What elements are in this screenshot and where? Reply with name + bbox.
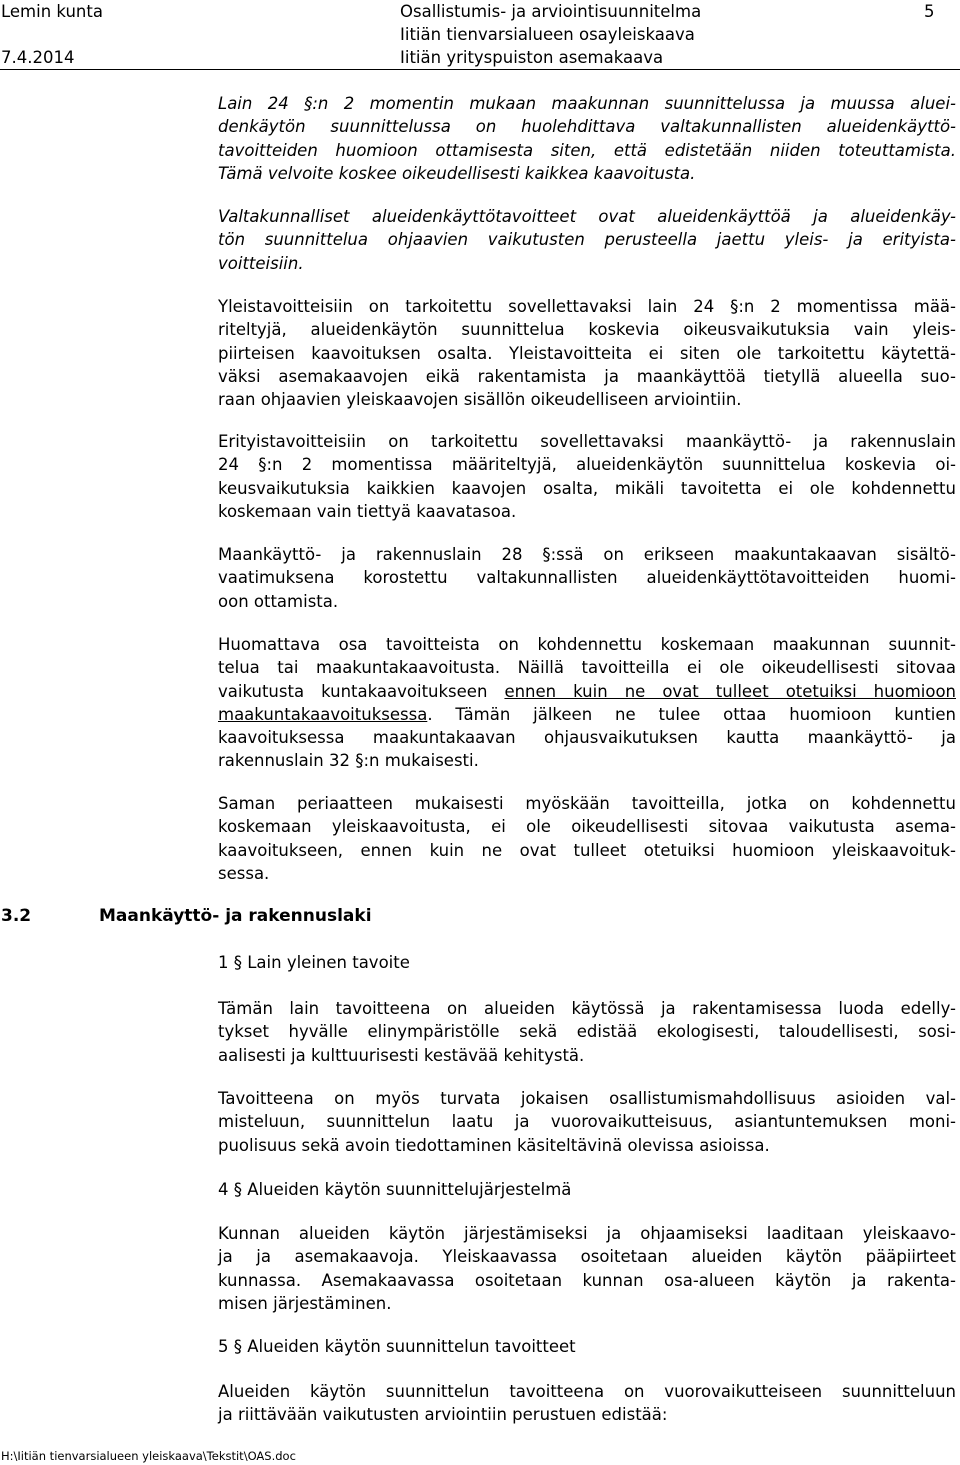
text-line: 4 § Alueiden käytön suunnittelujärjestelmä [218,1180,572,1199]
text-line: Maankäyttö- ja rakennuslain 28 §:ssä on erikseen maakuntakaavan sisältö- [218,545,956,564]
header-divider [0,69,960,70]
text-line: Alueiden käytön suunnittelun tavoitteena on vuorovaikutteiseen suunnitteluun [218,1382,956,1401]
text-line: Tavoitteena on myös turvata jokaisen osallistumismahdollisuus asioiden val- [218,1089,956,1108]
header-title-line2: Iitiän tienvarsialueen osayleiskaava [400,25,695,44]
text-line: koskemaan vain tiettyä kaavatasoa. [218,501,517,521]
law-section-1-paragraph-2 [218,1087,956,1157]
text-line: Kunnan alueiden käytön järjestämiseksi ja ohjaamiseksi laaditaan yleiskaavo- [218,1224,956,1243]
header-title-line1: Osallistumis- ja arviointisuunnitelma [400,2,702,21]
page-number: 5 [924,2,935,21]
text-line: Yleistavoitteisiin on tarkoitettu sovellettavaksi lain 24 §:n 2 momentissa mää- [218,297,956,316]
text-line: piirteisen kaavoituksen osalta. Yleistavoitteita ei siten ole tarkoitettu käytettä- [218,343,956,363]
text-line: 1 § Lain yleinen tavoite [218,953,410,972]
text-line: Saman periaatteen mukaisesti myöskään tavoitteilla, jotka on kohdennettu [218,794,956,813]
paragraph-general-goals [218,295,956,411]
text-line: denkäytön suunnittelussa on huolehdittava valtakunnallisten alueidenkäyttö- [218,117,956,137]
section-heading [1,904,372,928]
text-line: rakennuslain 32 §:n mukaisesti. [218,751,479,771]
text-line: kaavoitukseen, ennen kuin ne ovat tulleet otetuiksi huomioon yleiskaavoituk- [218,840,956,860]
law-section-1-heading [218,951,956,974]
text-line: 24 §:n 2 momentissa määriteltyjä, alueidenkäytön suunnittelua koskevia oi- [218,455,956,475]
underlined-text: ennen kuin ne ovat tulleet otetuiksi huomioon [504,681,956,701]
text-line: 5 § Alueiden käytön suunnittelun tavoitteet [218,1337,576,1356]
text-line: misteluun, suunnittelun laatu ja vuorovaikutteisuus, asiantuntemuksen moni- [218,1112,956,1132]
text-line: riteltyjä, alueidenkäytön suunnittelua koskevia oikeusvaikutuksia vain yleis- [218,320,956,340]
law-section-1-paragraph-1 [218,997,956,1067]
text-line: voitteisiin. [218,253,304,273]
text-line: kaavoituksessa maakuntakaavan ohjausvaikutuksen kautta maankäyttö- ja [218,728,956,748]
text-line [218,703,956,726]
law-section-5-heading [218,1335,956,1358]
text-line: Tämä velvoite koskee oikeudellisesti kaikkea kaavoitusta. [218,163,696,183]
law-section-4-paragraph [218,1222,956,1315]
paragraph-special-goals [218,430,956,523]
text-segment: . Tämän jälkeen ne tulee ottaa huomioon kuntien [427,704,956,724]
text-line: raan ohjaavien yleiskaavojen sisällön oikeudelliseen arviointiin. [218,390,742,410]
law-section-4-heading [218,1178,956,1201]
text-line: koskemaan yleiskaavoitusta, ei ole oikeudellisesti sitovaa vaikutusta asema- [218,817,956,837]
text-line: Valtakunnalliset alueidenkäyttötavoitteet ovat alueidenkäyttöä ja alueidenkäy- [218,207,956,226]
text-segment: vaikutusta kuntakaavoitukseen [218,681,505,701]
text-line: oon ottamista. [218,591,339,611]
text-line: kunnassa. Asemakaavassa osoitetaan kunnan osa-alueen käytön ja rakenta- [218,1270,956,1290]
footer-file-path: H:\Iitiän tienvarsialueen yleiskaava\Tekstit\OAS.doc [1,1449,296,1463]
paragraph-section-28 [218,543,956,613]
text-line: misen järjestäminen. [218,1293,392,1313]
text-line: vaatimuksena korostettu valtakunnallisten alueidenkäyttötavoitteiden huomi- [218,568,956,588]
text-line: tön suunnittelua ohjaavien vaikutusten perusteella jaettu yleis- ja erityista- [218,230,956,250]
text-line: puolisuus sekä avoin tiedottaminen käsiteltävinä olevissa asioissa. [218,1135,770,1155]
text-line: tavoitteiden huomioon ottamisesta siten, että edistetään niiden toteuttamista. [218,140,956,160]
text-line: Huomattava osa tavoitteista on kohdennettu koskemaan maakunnan suunnit- [218,635,956,654]
header-document-title [400,0,701,69]
paragraph-master-planning [218,792,956,885]
section-number: 3.2 [1,906,32,926]
text-line: Tämän lain tavoitteena on alueiden käytössä ja rakentamisessa luoda edelly- [218,999,956,1018]
text-line: keusvaikutuksia kaikkien kaavojen osalta, mikäli tavoitetta ei ole kohdennettu [218,478,956,498]
text-line: telua tai maakuntakaavoitusta. Näillä tavoitteilla ei ole oikeudellisesti sitovaa [218,658,956,678]
text-line [218,680,956,703]
text-line: Lain 24 §:n 2 momentin mukaan maakunnan suunnittelussa ja muussa aluei- [218,94,956,113]
text-line: Erityistavoitteisiin on tarkoitettu sovellettavaksi maankäyttö- ja rakennuslain [218,432,956,451]
text-line: ja ja asemakaavoja. Yleiskaavassa osoitetaan alueiden käytön pääpiirteet [218,1247,956,1267]
law-section-5-paragraph [218,1380,956,1427]
header-date: 7.4.2014 [1,48,75,67]
text-line: tykset hyvälle elinympäristölle sekä edistää ekologisesti, taloudellisesti, sosi- [218,1022,956,1042]
header-organization [1,0,103,69]
text-line: ja riittävään vaikutusten arviointiin perustuen edistää: [218,1405,668,1425]
header-title-line3: Iitiän yrityspuiston asemakaava [400,48,664,67]
text-line: aalisesti ja kulttuurisesti kestävää kehitystä. [218,1045,585,1065]
text-line: sessa. [218,863,270,883]
paragraph-national-goals [218,205,956,275]
paragraph-law-24 [218,92,956,185]
section-title: Maankäyttö- ja rakennuslaki [99,906,372,926]
paragraph-regional-planning [218,633,956,773]
header-municipality: Lemin kunta [1,2,103,21]
underlined-text: maakuntakaavoituksessa [218,704,428,724]
text-line: väksi asemakaavojen eikä rakentamista ja maankäyttöä tietyllä alueella suo- [218,366,956,386]
